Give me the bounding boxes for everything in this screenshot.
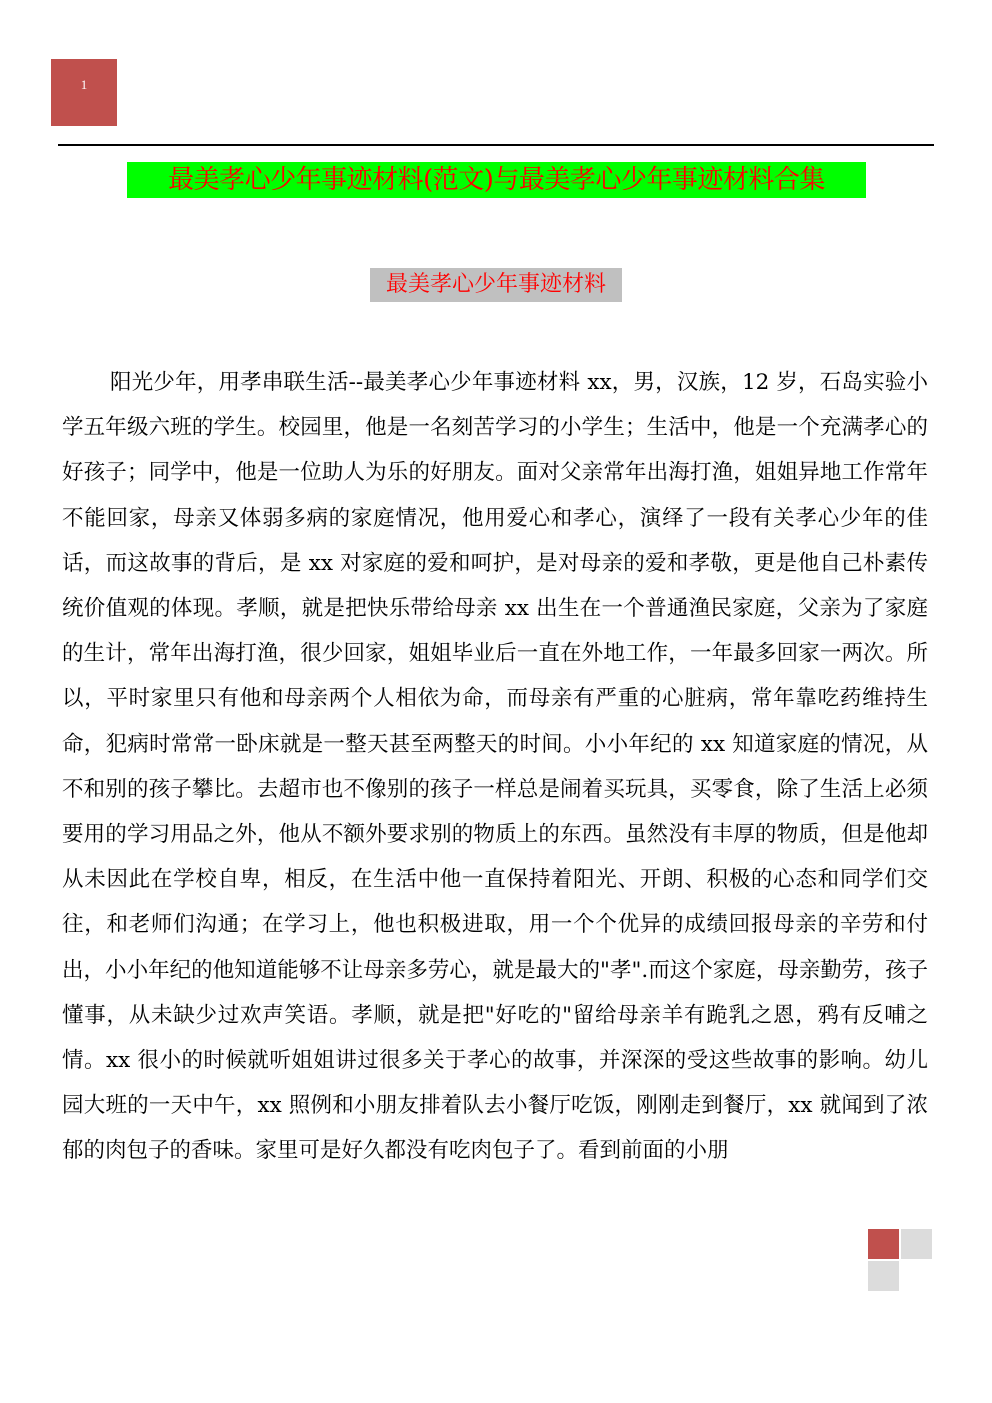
- decorative-square-red: [868, 1229, 899, 1259]
- page-number: 1: [80, 77, 88, 92]
- section-title: 最美孝心少年事迹材料: [370, 268, 622, 302]
- header-divider: [58, 144, 934, 146]
- document-main-title: 最美孝心少年事迹材料(范文)与最美孝心少年事迹材料合集: [127, 162, 866, 198]
- decorative-square-gray: [901, 1229, 932, 1259]
- decorative-square-gray: [868, 1261, 899, 1291]
- page-number-badge: [51, 59, 117, 126]
- body-paragraph: 阳光少年，用孝串联生活--最美孝心少年事迹材料 xx，男，汉族，12 岁，石岛实验小学五年级六班的学生。校园里，他是一名刻苦学习的小学生；生活中，他是一个充满孝心的好孩子；同学中，他是一位助人为乐的好朋友。面对父亲常年出海打渔，姐姐异地工作常年不能回家，母亲又体弱多病的家庭情况，他用爱心和孝心，演绎了一段有关孝心少年的佳话，而这故事的背后，是 xx 对家庭的爱和呵护，是对母亲的爱和孝敬，更是他自己朴素传统价值观的体现。孝顺，就是把快乐带给母亲 xx 出生在一个普通渔民家庭，父亲为了家庭的生计，常年出海打渔，很少回家，姐姐毕业后一直在外地工作，一年最多回家一两次。所以，平时家里只有他和母亲两个人相依为命，而母亲有严重的心脏病，常年靠吃药维持生命，犯病时常常一卧床就是一整天甚至两整天的时间。小小年纪的 xx 知道家庭的情况，从不和别的孩子攀比。去超市也不像别的孩子一样总是闹着买玩具，买零食，除了生活上必须要用的学习用品之外，他从不额外要求别的物质上的东西。虽然没有丰厚的物质，但是他却从未因此在学校自卑，相反，在生活中他一直保持着阳光、开朗、积极的心态和同学们交往，和老师们沟通；在学习上，他也积极进取，用一个个优异的成绩回报母亲的辛劳和付出，小小年纪的他知道能够不让母亲多劳心，就是最大的"孝".而这个家庭，母亲勤劳，孩子懂事，从未缺少过欢声笑语。孝顺，就是把"好吃的"留给母亲羊有跪乳之恩，鸦有反哺之情。xx 很小的时候就听姐姐讲过很多关于孝心的故事，并深深的受这些故事的影响。幼儿园大班的一天中午，xx 照例和小朋友排着队去小餐厅吃饭，刚刚走到餐厅，xx 就闻到了浓郁的肉包子的香味。家里可是好久都没有吃肉包子了。看到前面的小朋: [62, 370, 928, 1164]
